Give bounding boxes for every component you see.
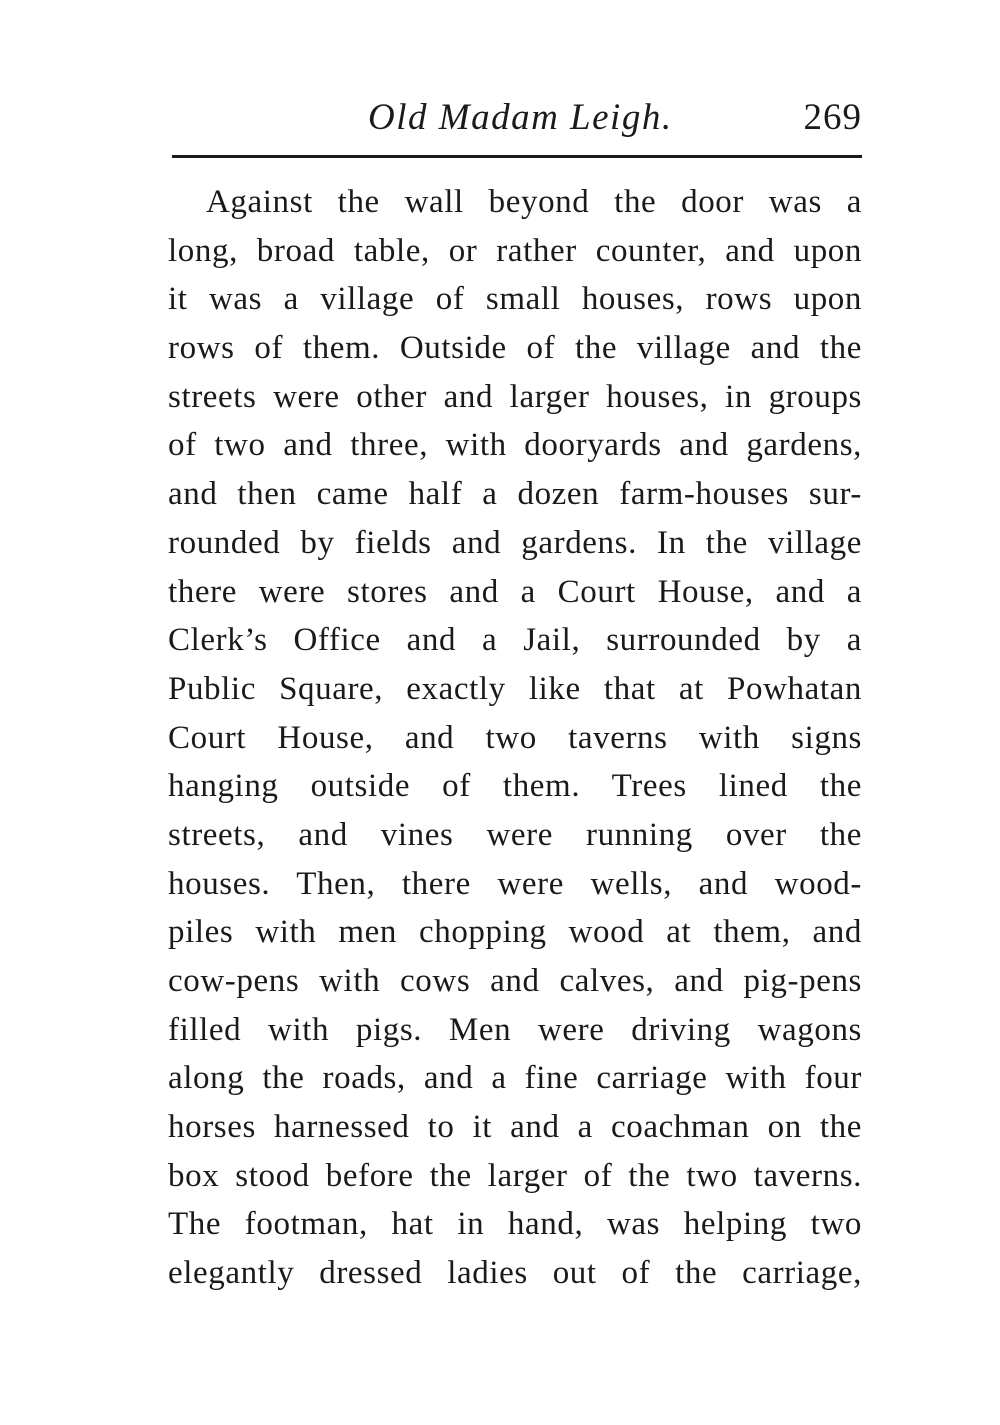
text-line: streets were other and larger houses, in groups: [168, 378, 862, 415]
text-line: hanging outside of them. Trees lined the: [168, 768, 862, 805]
text-line: elegantly dressed ladies out of the carriage,: [168, 1255, 862, 1292]
text-line: The footman, hat in hand, was helping two: [168, 1206, 862, 1243]
text-line: it was a village of small houses, rows upon: [168, 281, 862, 318]
text-line: box stood before the larger of the two taverns.: [168, 1157, 862, 1194]
text-line: streets, and vines were running over the: [168, 816, 862, 853]
text-line: there were stores and a Court House, and a: [168, 573, 862, 610]
text-line: Court House, and two taverns with signs: [168, 719, 862, 756]
text-line: Against the wall beyond the door was a: [206, 184, 862, 220]
body-text: [168, 178, 862, 1298]
running-title: Old Madam Leigh.: [368, 97, 673, 138]
text-line: horses harnessed to it and a coachman on the: [168, 1109, 862, 1146]
text-line: Public Square, exactly like that at Powhatan: [168, 670, 862, 707]
text-line: rounded by fields and gardens. In the village: [168, 524, 862, 561]
header-rule: [172, 155, 862, 158]
text-line: along the roads, and a fine carriage with four: [168, 1060, 862, 1097]
text-line: houses. Then, there were wells, and wood-: [168, 865, 862, 902]
text-line: Clerk’s Office and a Jail, surrounded by a: [168, 622, 862, 659]
text-line: rows of them. Outside of the village and the: [168, 330, 862, 367]
text-line: cow-pens with cows and calves, and pig-pens: [168, 963, 862, 999]
running-head: [170, 96, 862, 146]
text-line: of two and three, with dooryards and gardens,: [168, 427, 862, 464]
text-line: piles with men chopping wood at them, and: [168, 914, 862, 951]
text-line: long, broad table, or rather counter, and upon: [168, 232, 862, 269]
page-number: 269: [803, 97, 862, 138]
text-line: filled with pigs. Men were driving wagons: [168, 1011, 862, 1048]
text-line: and then came half a dozen farm-houses sur-: [168, 476, 862, 513]
